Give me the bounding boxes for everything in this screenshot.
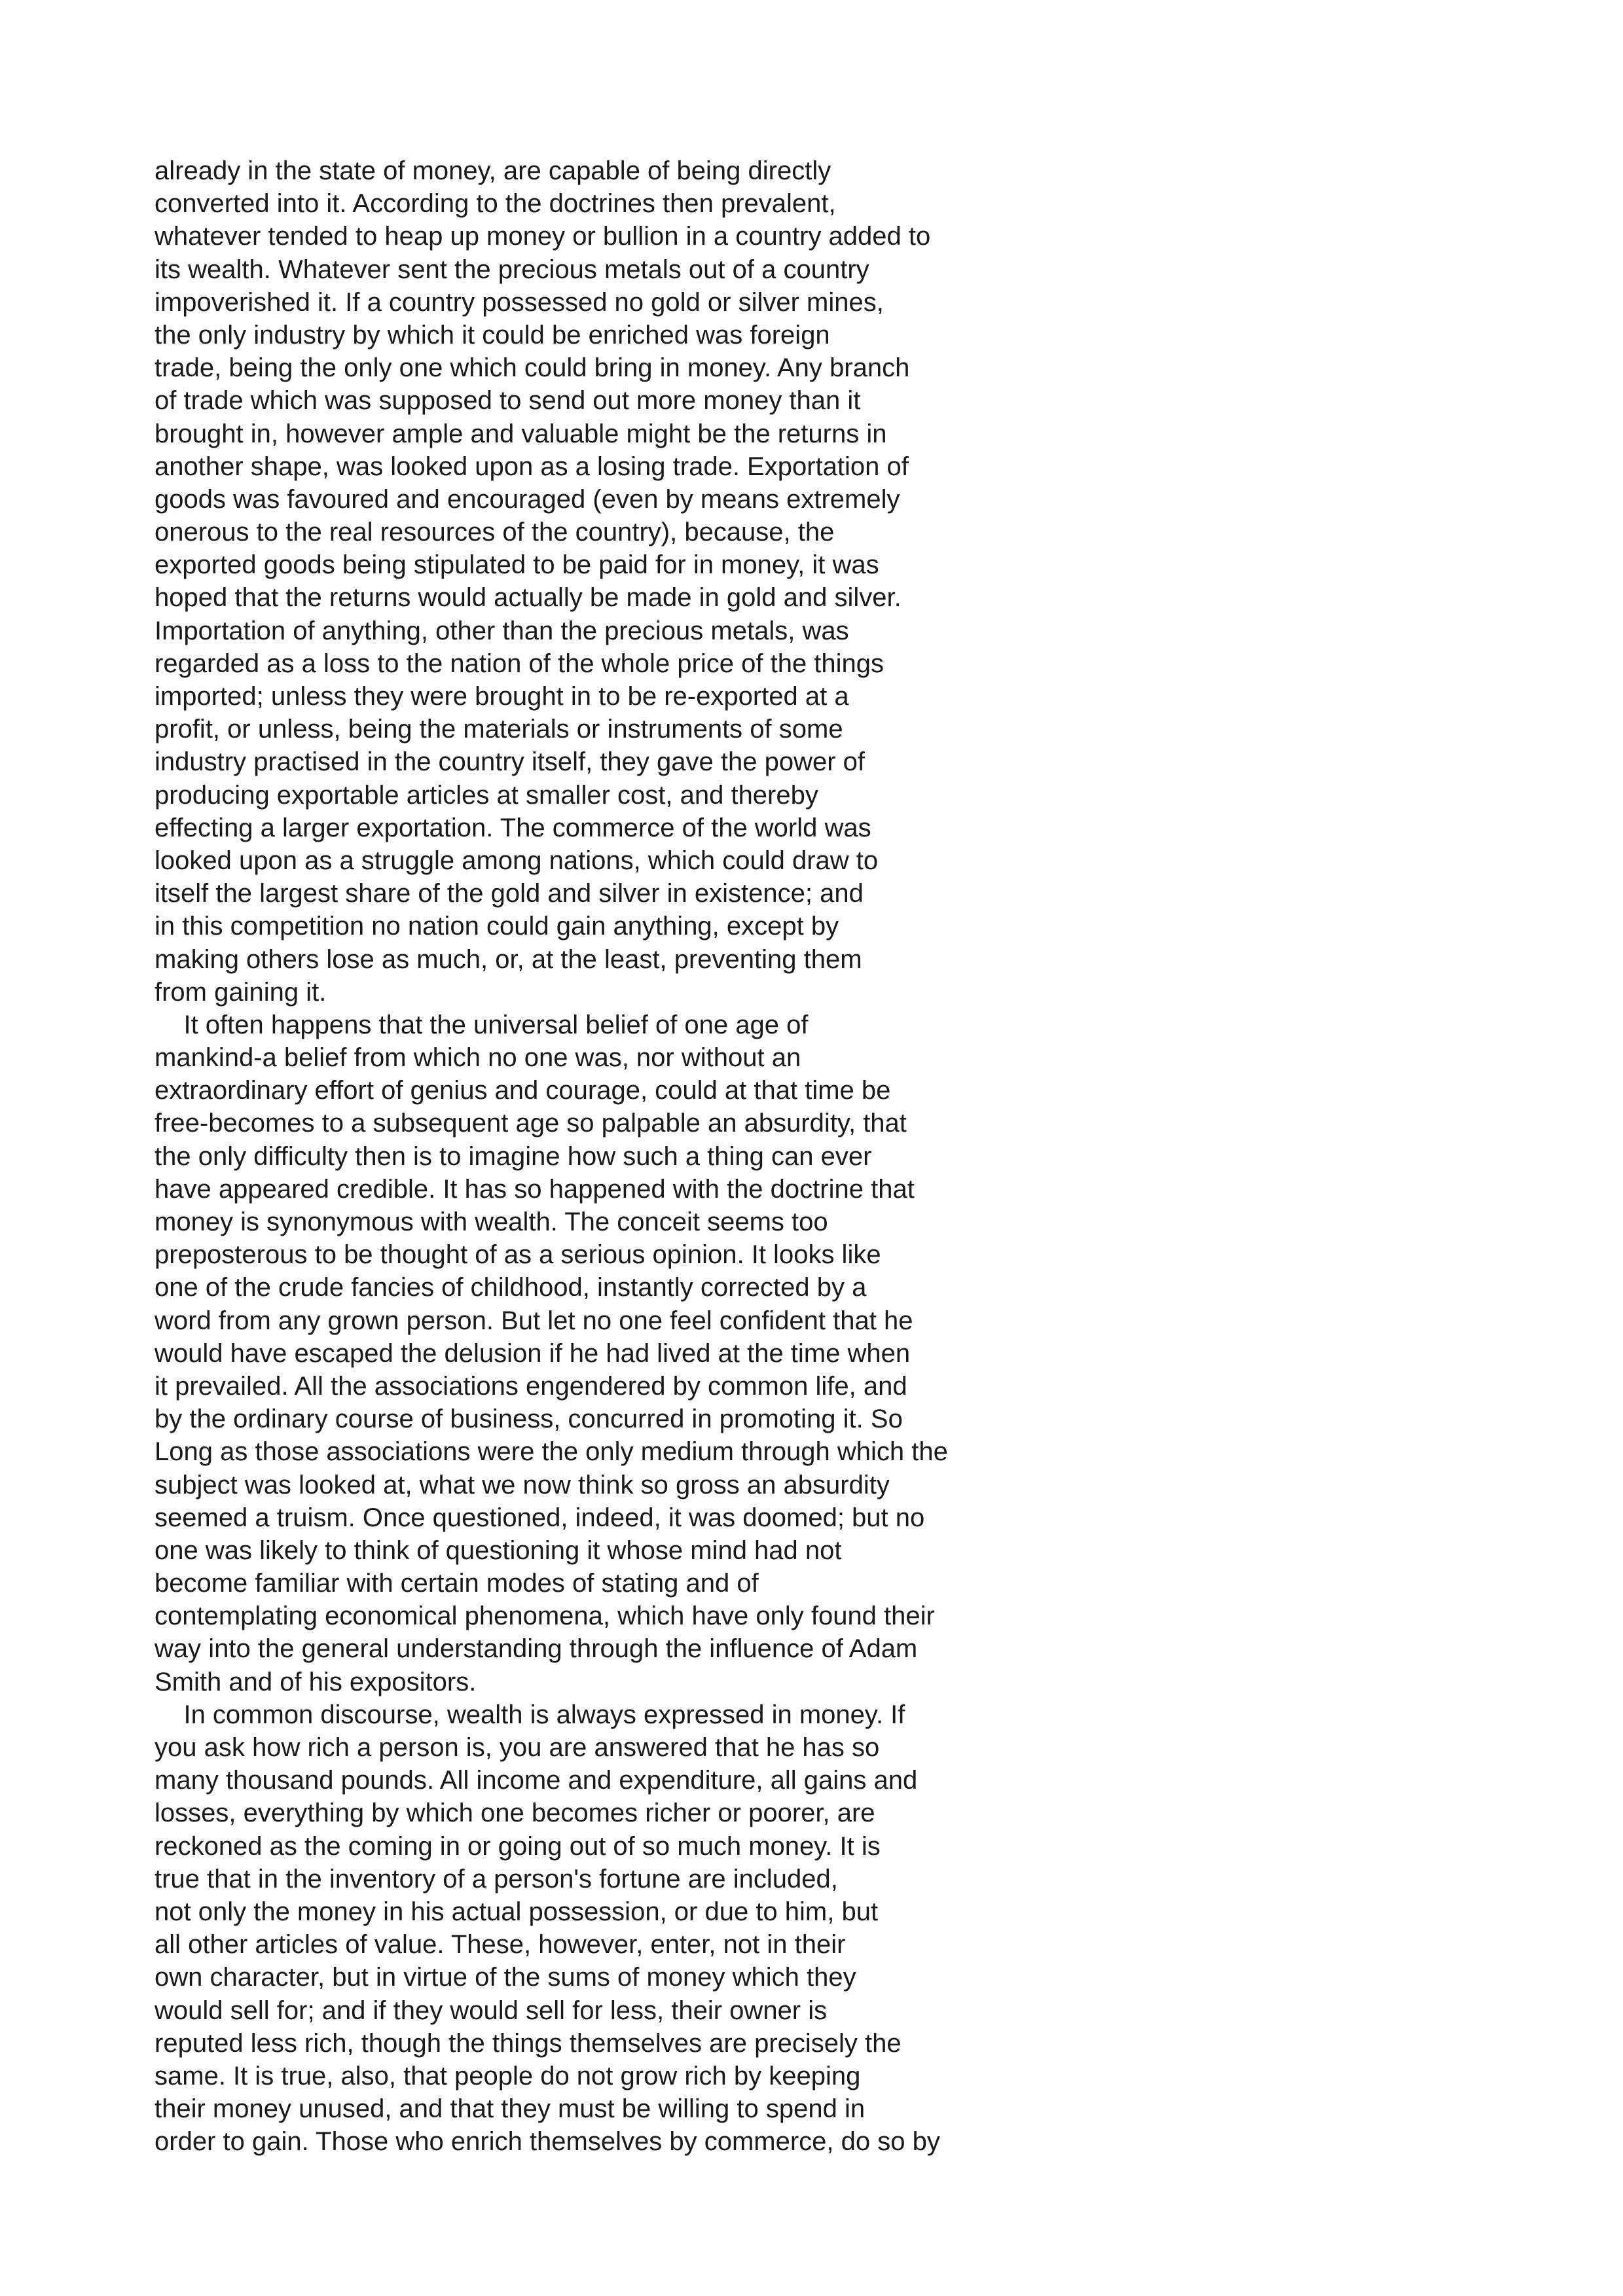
- text-line: contemplating economical phenomena, which have only found their: [155, 1602, 935, 1631]
- text-line: It often happens that the universal belief of one age of: [155, 1010, 809, 1039]
- text-line: many thousand pounds. All income and expenditure, all gains and: [155, 1766, 918, 1795]
- text-line: mankind-a belief from which no one was, nor without an: [155, 1043, 801, 1073]
- text-line: word from any grown person. But let no one feel confident that he: [155, 1306, 913, 1335]
- text-line: regarded as a loss to the nation of the whole price of the things: [155, 649, 884, 678]
- text-line: same. It is true, also, that people do not grow rich by keeping: [155, 2061, 861, 2090]
- text-line: itself the largest share of the gold and silver in existence; and: [155, 879, 864, 908]
- text-line: not only the money in his actual possession, or due to him, but: [155, 1897, 879, 1926]
- text-line: reputed less rich, though the things themselves are precisely the: [155, 2028, 902, 2058]
- text-line: one of the crude fancies of childhood, instantly corrected by a: [155, 1273, 867, 1302]
- text-line: by the ordinary course of business, concurred in promoting it. So: [155, 1405, 903, 1434]
- text-line: would have escaped the delusion if he had lived at the time when: [155, 1338, 911, 1368]
- text-line: Importation of anything, other than the precious metals, was: [155, 616, 849, 645]
- text-line: from gaining it.: [155, 977, 327, 1007]
- text-line: become familiar with certain modes of stating and of: [155, 1569, 759, 1598]
- text-line: impoverished it. If a country possessed no gold or silver mines,: [155, 287, 884, 317]
- text-line: converted into it. According to the doctrines then prevalent,: [155, 189, 836, 219]
- text-line: subject was looked at, what we now think so gross an absurdity: [155, 1470, 890, 1499]
- text-line: way into the general understanding through the influence of Adam: [155, 1634, 918, 1664]
- text-line: imported; unless they were brought in to be re-exported at a: [155, 682, 849, 711]
- text-line: reckoned as the coming in or going out of so much money. It is: [155, 1831, 881, 1861]
- text-line: free-becomes to a subsequent age so palpable an absurdity, that: [155, 1109, 907, 1138]
- text-line: industry practised in the country itself, they gave the power of: [155, 747, 866, 777]
- text-line: true that in the inventory of a person's fortune are included,: [155, 1864, 838, 1893]
- text-line: another shape, was looked upon as a losing trade. Exportation of: [155, 452, 909, 481]
- text-line: one was likely to think of questioning it whose mind had not: [155, 1535, 842, 1565]
- text-line: the only difficulty then is to imagine how such a thing can ever: [155, 1141, 872, 1171]
- text-line: goods was favoured and encouraged (even by means extremely: [155, 484, 900, 514]
- text-line: making others lose as much, or, at the least, preventing them: [155, 944, 862, 974]
- text-line: the only industry by which it could be enriched was foreign: [155, 320, 830, 350]
- text-line: seemed a truism. Once questioned, indeed, it was doomed; but no: [155, 1503, 925, 1532]
- text-line: their money unused, and that they must be willing to spend in: [155, 2094, 866, 2124]
- text-line: of trade which was supposed to send out more money than it: [155, 386, 861, 416]
- text-line: In common discourse, wealth is always expressed in money. If: [155, 1700, 905, 1729]
- text-line: have appeared credible. It has so happened with the doctrine that: [155, 1174, 915, 1204]
- text-line: Long as those associations were the only medium through which the: [155, 1437, 948, 1467]
- text-line: own character, but in virtue of the sums of money which they: [155, 1963, 856, 1992]
- text-line: looked upon as a struggle among nations, which could draw to: [155, 846, 879, 875]
- text-line: you ask how rich a person is, you are answered that he has so: [155, 1733, 880, 1762]
- text-line: producing exportable articles at smaller cost, and thereby: [155, 780, 818, 810]
- text-line: brought in, however ample and valuable might be the returns in: [155, 419, 887, 448]
- text-line: money is synonymous with wealth. The conceit seems too: [155, 1208, 828, 1236]
- text-line: whatever tended to heap up money or bullion in a country added to: [155, 222, 931, 251]
- body-text: [155, 154, 1084, 2158]
- text-line: in this competition no nation could gain anything, except by: [155, 912, 839, 941]
- text-line: effecting a larger exportation. The commerce of the world was: [155, 813, 871, 842]
- text-line: preposterous to be thought of as a serious opinion. It looks like: [155, 1240, 881, 1270]
- text-line: already in the state of money, are capable of being directly: [155, 156, 831, 185]
- text-line: losses, everything by which one becomes richer or poorer, are: [155, 1799, 875, 1828]
- text-line: all other articles of value. These, however, enter, not in their: [155, 1930, 846, 1960]
- text-line: trade, being the only one which could bring in money. Any branch: [155, 353, 910, 383]
- text-line: it prevailed. All the associations engendered by common life, and: [155, 1371, 907, 1401]
- text-line: exported goods being stipulated to be paid for in money, it was: [155, 550, 879, 580]
- text-line: hoped that the returns would actually be made in gold and silver.: [155, 583, 902, 613]
- text-line: Smith and of his expositors.: [155, 1667, 477, 1696]
- text-line: onerous to the real resources of the country), because, the: [155, 518, 835, 547]
- text-line: order to gain. Those who enrich themselves by commerce, do so by: [155, 2127, 940, 2157]
- text-line: extraordinary effort of genius and courage, could at that time be: [155, 1076, 891, 1105]
- text-line: profit, or unless, being the materials or instruments of some: [155, 715, 843, 744]
- text-line: would sell for; and if they would sell for less, their owner is: [155, 1996, 828, 2025]
- text-line: its wealth. Whatever sent the precious metals out of a country: [155, 255, 869, 284]
